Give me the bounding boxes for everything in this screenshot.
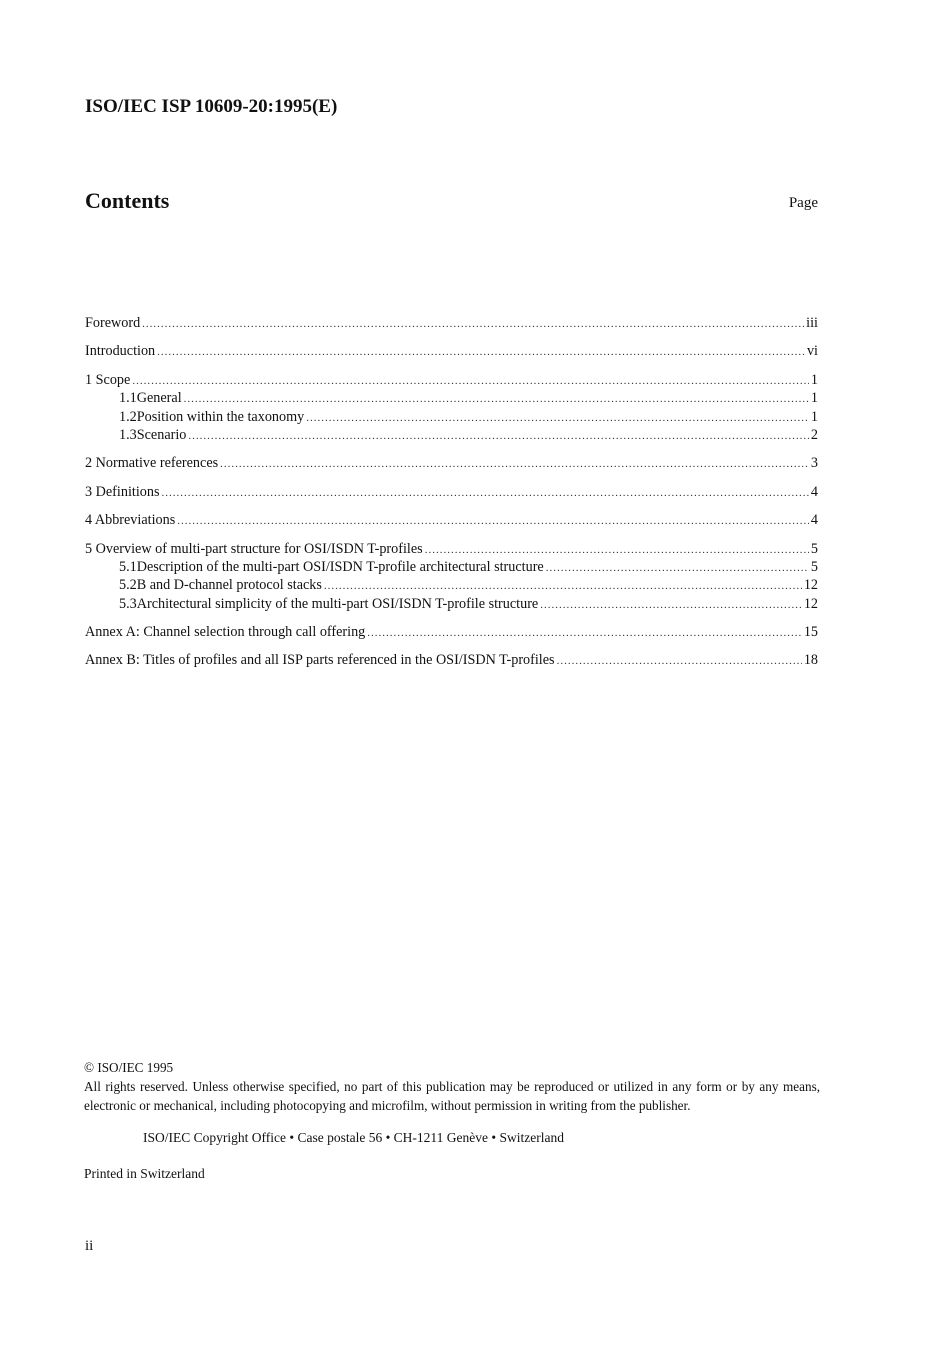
toc-entry-title: Description of the multi-part OSI/ISDN T-profile architectural structure — [136, 558, 544, 575]
toc-entry-number: 5.3 — [119, 595, 137, 612]
toc-entry — [85, 540, 818, 558]
toc-entry — [85, 426, 818, 444]
toc-entry-title: 1 Scope — [85, 371, 131, 388]
toc-entry — [85, 408, 818, 426]
toc-leader-dots — [157, 343, 805, 361]
toc-entry-number: 1.1 — [119, 390, 137, 407]
toc-entry-title: Scenario — [136, 426, 187, 443]
toc-entry-page: 2 — [810, 426, 818, 443]
toc-entry-page: 5 — [810, 558, 818, 575]
toc-entry-page: 5 — [810, 540, 818, 557]
copyright-block — [84, 1058, 820, 1115]
printed-location: Printed in Switzerland — [84, 1166, 205, 1181]
toc-entry — [85, 595, 818, 613]
toc-leader-dots — [367, 624, 802, 642]
toc-leader-dots — [132, 372, 809, 390]
page-column-label: Page — [788, 195, 818, 211]
toc-group — [85, 314, 818, 332]
toc-group — [85, 540, 818, 614]
toc-entry-title: 2 Normative references — [85, 455, 219, 472]
toc-entry-title: Annex A: Channel selection through call offering — [85, 624, 366, 641]
toc-entry — [85, 511, 818, 529]
toc-leader-dots — [546, 559, 809, 577]
toc-entry-title: Foreword — [85, 315, 141, 331]
toc-leader-dots — [188, 427, 809, 445]
toc-entry-page: 15 — [803, 624, 818, 641]
page-number: ii — [85, 1238, 94, 1254]
toc-entry-page: 4 — [810, 512, 818, 529]
toc-group — [85, 623, 818, 641]
toc-entry — [85, 389, 818, 407]
toc-group — [85, 651, 818, 669]
contents-heading: Contents — [85, 188, 170, 213]
toc-entry — [85, 558, 818, 576]
toc-entry-number: 1.2 — [119, 408, 137, 425]
toc-entry-page: vi — [806, 343, 818, 360]
toc-entry-page: 4 — [810, 483, 818, 500]
toc-entry-number: 5.2 — [119, 577, 137, 594]
toc-entry-page: 12 — [803, 577, 818, 594]
toc-entry-title: Annex B: Titles of profiles and all ISP parts referenced in the OSI/ISDN T-profiles — [85, 652, 555, 669]
toc-entry-page: 1 — [810, 408, 818, 425]
copyright-notice: © ISO/IEC 1995 — [84, 1060, 174, 1075]
toc-entry-title: Introduction — [85, 343, 156, 360]
toc-entry-number: 1.3 — [119, 426, 137, 443]
toc-entry-page: 3 — [810, 455, 818, 472]
toc-entry-number: 5.1 — [119, 558, 137, 575]
toc-entry-page: iii — [806, 315, 818, 331]
toc-entry-title: 5 Overview of multi-part structure for OSI/ISDN T-profiles — [85, 540, 423, 557]
toc-leader-dots — [177, 512, 809, 530]
toc-group — [85, 454, 818, 472]
toc-leader-dots — [324, 577, 802, 595]
toc-entry — [85, 576, 818, 594]
toc-entry — [85, 342, 818, 360]
toc-entry — [85, 483, 818, 501]
copyright-office-address: ISO/IEC Copyright Office • Case postale 56 • CH-1211 Genève • Switzerland — [143, 1130, 564, 1145]
toc-entry-title: 4 Abbreviations — [85, 512, 176, 529]
toc-leader-dots — [142, 315, 804, 333]
rights-statement: All rights reserved. Unless otherwise specified, no part of this publication may be reproduced or utilized in any form or by any means, electronic or mechanical, including photocopying and microfilm, without permission in writing from the publisher. — [84, 1079, 820, 1113]
toc-entry — [85, 651, 818, 669]
toc-entry — [85, 454, 818, 472]
toc-leader-dots — [425, 541, 809, 559]
toc-group — [85, 483, 818, 501]
toc-entry-page: 1 — [810, 371, 818, 388]
toc-leader-dots — [557, 652, 802, 670]
toc-group — [85, 371, 818, 445]
toc-leader-dots — [306, 409, 809, 427]
toc-leader-dots — [540, 596, 802, 614]
toc-entry-page: 18 — [803, 652, 818, 669]
toc-entry-title: Architectural simplicity of the multi-part OSI/ISDN T-profile structure — [136, 595, 539, 612]
toc-leader-dots — [161, 484, 808, 502]
toc-entry-title: General — [136, 390, 182, 407]
toc-entry-page: 12 — [803, 595, 818, 612]
toc-entry-title: B and D-channel protocol stacks — [136, 577, 322, 594]
toc-entry-page: 1 — [810, 390, 818, 407]
toc-group — [85, 342, 818, 360]
table-of-contents — [85, 314, 818, 680]
toc-entry-title: Position within the taxonomy — [136, 408, 305, 425]
toc-entry — [85, 623, 818, 641]
toc-leader-dots — [220, 455, 809, 473]
toc-entry — [85, 371, 818, 389]
toc-leader-dots — [184, 390, 809, 408]
toc-entry — [85, 314, 818, 332]
toc-entry-title: 3 Definitions — [85, 483, 160, 500]
toc-group — [85, 511, 818, 529]
document-id: ISO/IEC ISP 10609-20:1995(E) — [85, 96, 338, 117]
